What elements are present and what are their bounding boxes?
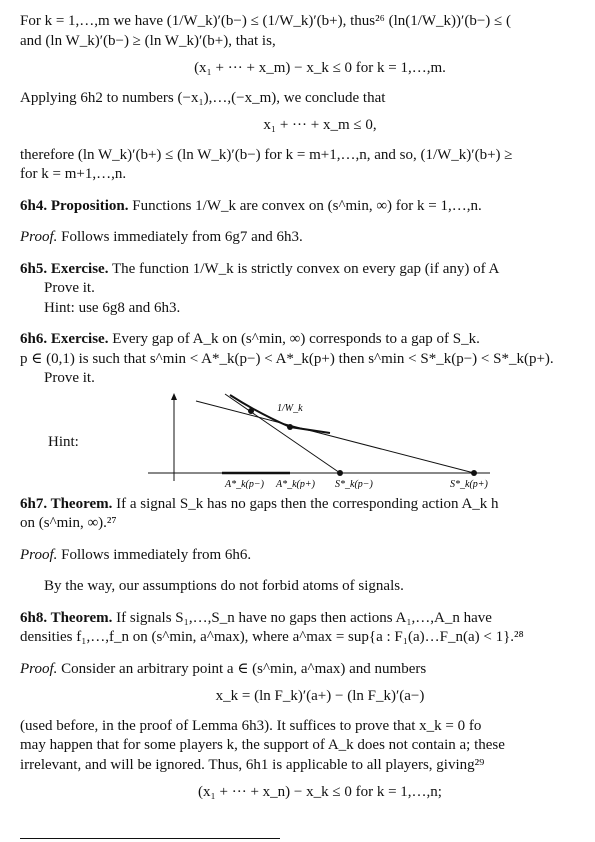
proof-6h8	[20, 660, 595, 680]
text-line: for k = m+1,…,n.	[20, 166, 127, 182]
theorem-heading: 6h7. Theorem.	[20, 495, 113, 512]
theorem-text: If a signal S_k has no gaps then the corresponding action A_k h	[116, 495, 499, 512]
exercise-text: The function 1/W_k is strictly convex on every gap (if any) of A	[111, 260, 500, 277]
footnote-rule	[20, 838, 280, 839]
curve-point	[287, 424, 293, 430]
theorem-6h7	[20, 495, 595, 534]
proof-text: Follows immediately from 6g7 and 6h3.	[61, 229, 303, 245]
exercise-6h6	[20, 330, 595, 389]
y-axis-arrow	[171, 393, 177, 400]
equation-xk: x_k = (ln F_k)′(a+) − (ln F_k)′(a−)	[215, 688, 425, 704]
equation-final: (x₁ + ··· + x_n) − x_k ≤ 0 for k = 1,…,n;	[198, 784, 442, 800]
tick-label: A*_k(p−)	[225, 478, 264, 489]
proposition-text: Functions 1/W_k are convex on (s^min, ∞) for k = 1,…,n.	[132, 197, 482, 214]
hint-figure	[20, 389, 595, 489]
text-line: Applying 6h2 to numbers (−x₁),…,(−x_m), we conclude that	[20, 89, 386, 106]
exercise-text: Every gap of A_k on (s^min, ∞) corresponds to a gap of S_k.	[112, 331, 480, 347]
display-equation: x₁ + ··· + x_m ≤ 0,	[263, 117, 377, 133]
exercise-line: Prove it.	[44, 280, 95, 296]
axis-point	[337, 470, 343, 476]
text-line: may happen that for some players k, the support of A_k does not contain a; these	[20, 737, 505, 753]
proof-heading: Proof.	[20, 660, 58, 677]
text-line: and (ln W_k)′(b−) ≥ (ln W_k)′(b+), that is,	[20, 32, 276, 49]
text-line: irrelevant, and will be ignored. Thus, 6h1 is applicable to all players, giving²⁹	[20, 756, 485, 773]
intro-block	[20, 12, 595, 185]
exercise-heading: 6h5. Exercise.	[20, 260, 109, 277]
theorem-6h8	[20, 609, 595, 648]
proposition-6h4	[20, 197, 595, 217]
remark: By the way, our assumptions do not forbid atoms of signals.	[44, 578, 404, 594]
convexity-diagram	[20, 389, 490, 489]
tick-label: S*_k(p+)	[450, 478, 488, 489]
axis-point	[471, 470, 477, 476]
exercise-hint: Hint: use 6g8 and 6h3.	[44, 299, 181, 316]
proof-heading: Proof.	[20, 546, 58, 563]
theorem-line: on (s^min, ∞).²⁷	[20, 515, 117, 531]
paper-page	[20, 12, 595, 813]
display-equation: (x₁ + ··· + x_m) − x_k ≤ 0 for k = 1,…,m.	[194, 60, 446, 76]
theorem-text: If signals S₁,…,S_n have no gaps then actions A₁,…,A_n have	[116, 609, 492, 626]
exercise-line: Prove it.	[44, 370, 95, 386]
secant-line	[196, 401, 474, 473]
exercise-6h5	[20, 260, 595, 319]
proof-text: Follows immediately from 6h6.	[61, 546, 252, 563]
theorem-line: densities f₁,…,f_n on (s^min, a^max), where a^max = sup{a : F₁(a)…F_n(a) < 1}.²⁸	[20, 629, 524, 645]
proof-6h7	[20, 546, 595, 566]
proof-continuation	[20, 717, 595, 776]
proof-text: Consider an arbitrary point a ∈ (s^min, a^max) and numbers	[61, 660, 427, 677]
text-line: For k = 1,…,m we have (1/W_k)′(b−) ≤ (1/W_k)′(b+), thus²⁶ (ln(1/W_k))′(b−) ≤ (	[20, 13, 512, 29]
proposition-heading: 6h4. Proposition.	[20, 197, 129, 214]
text-line: therefore (ln W_k)′(b+) ≤ (ln W_k)′(b−) for k = m+1,…,n, and so, (1/W_k)′(b+) ≥	[20, 146, 513, 163]
proof-heading: Proof.	[20, 229, 58, 245]
tick-label: A*_k(p+)	[276, 478, 315, 489]
proof-6h4	[20, 228, 595, 248]
curve-point	[248, 408, 254, 414]
curve-label: 1/W_k	[277, 402, 303, 414]
exercise-heading: 6h6. Exercise.	[20, 331, 109, 347]
theorem-heading: 6h8. Theorem.	[20, 609, 113, 626]
text-line: (used before, in the proof of Lemma 6h3). It suffices to prove that x_k = 0 fo	[20, 717, 482, 734]
hint-label: Hint:	[48, 433, 79, 450]
tick-label: S*_k(p−)	[335, 478, 373, 489]
exercise-line: p ∈ (0,1) is such that s^min < A*_k(p−) < A*_k(p+) then s^min < S*_k(p−) < S*_k(p+).	[20, 350, 554, 367]
